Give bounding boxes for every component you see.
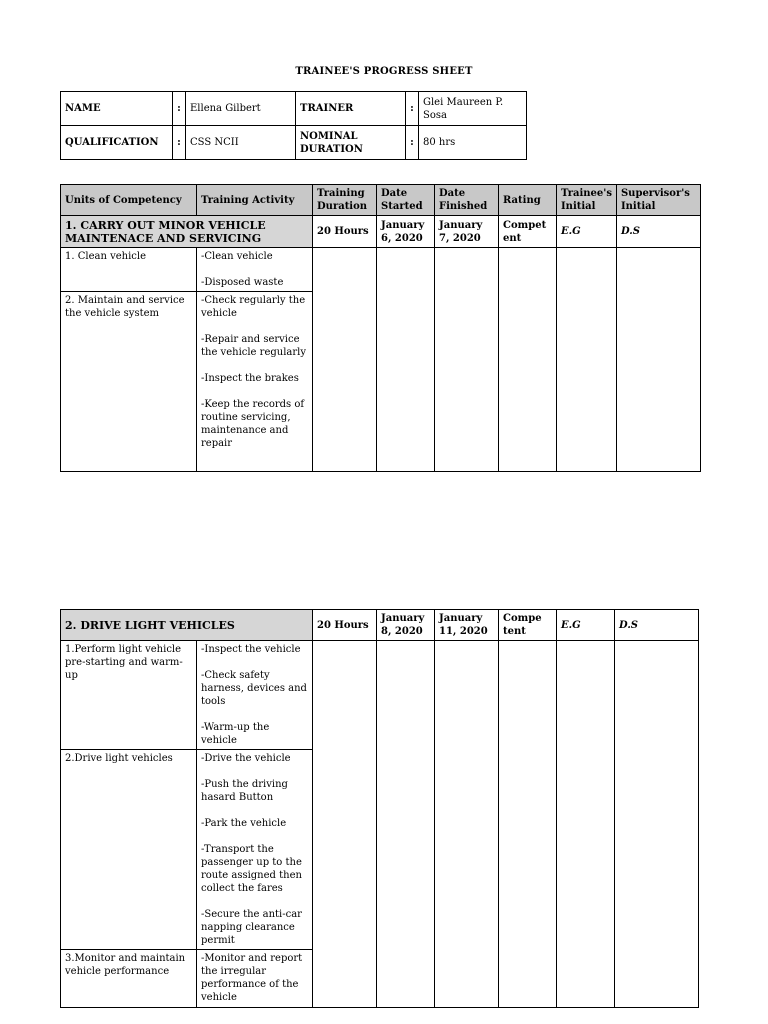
trainer-label: TRAINER bbox=[296, 92, 406, 126]
unit-date-started: January 8, 2020 bbox=[377, 610, 435, 641]
empty-cell bbox=[557, 641, 615, 1008]
activity-item: -Secure the anti-car napping clearance permit bbox=[201, 909, 302, 946]
unit-date-started: January 6, 2020 bbox=[377, 216, 435, 248]
empty-cell bbox=[313, 641, 377, 1008]
empty-cell bbox=[557, 248, 617, 472]
qualification-value: CSS NCII bbox=[186, 126, 296, 160]
activity-item: -Inspect the brakes bbox=[201, 373, 299, 384]
header-finished: Date Finished bbox=[435, 185, 499, 216]
header-trainee-initial: Trainee's Initial bbox=[557, 185, 617, 216]
activity-item: -Inspect the vehicle bbox=[201, 644, 301, 655]
header-rating: Rating bbox=[499, 185, 557, 216]
competency-cell: 3.Monitor and maintain vehicle performance bbox=[61, 950, 197, 1008]
competency-cell: 1. Clean vehicle bbox=[61, 248, 197, 292]
unit-rating: Compe tent bbox=[499, 610, 557, 641]
unit-rating: Compet ent bbox=[499, 216, 557, 248]
activity-item: -Repair and service the vehicle regularly bbox=[201, 334, 306, 358]
header-started: Date Started bbox=[377, 185, 435, 216]
empty-cell bbox=[615, 641, 699, 1008]
unit-duration: 20 Hours bbox=[313, 216, 377, 248]
activity-cell bbox=[197, 248, 313, 292]
unit-trainee-initial: E.G bbox=[557, 610, 615, 641]
unit-trainee-initial: E.G bbox=[557, 216, 617, 248]
unit-supervisor-initial: D.S bbox=[616, 216, 700, 248]
competency-cell: 2. Maintain and service the vehicle system bbox=[61, 292, 197, 472]
activity-item: -Disposed waste bbox=[201, 277, 284, 288]
duration-label: NOMINAL DURATION bbox=[296, 126, 406, 160]
name-label: NAME bbox=[61, 92, 173, 126]
activity-item: -Warm-up the vehicle bbox=[201, 722, 270, 746]
activity-item: -Clean vehicle bbox=[201, 251, 273, 262]
header-supervisor-initial: Supervisor's Initial bbox=[616, 185, 700, 216]
activity-cell bbox=[197, 750, 313, 950]
unit-title: 1. CARRY OUT MINOR VEHICLE MAINTENACE AND SERVICING bbox=[61, 216, 313, 248]
empty-cell bbox=[377, 248, 435, 472]
empty-cell bbox=[435, 641, 499, 1008]
activity-cell bbox=[197, 950, 313, 1008]
name-value: Ellena Gilbert bbox=[186, 92, 296, 126]
header-activity: Training Activity bbox=[197, 185, 313, 216]
activity-item: -Park the vehicle bbox=[201, 818, 287, 829]
activity-cell bbox=[197, 292, 313, 472]
unit-supervisor-initial: D.S bbox=[615, 610, 699, 641]
unit-title: 2. DRIVE LIGHT VEHICLES bbox=[61, 610, 313, 641]
qualification-label: QUALIFICATION bbox=[61, 126, 173, 160]
activity-item: -Keep the records of routine servicing, maintenance and repair bbox=[201, 399, 305, 449]
unit-date-finished: January 11, 2020 bbox=[435, 610, 499, 641]
duration-value: 80 hrs bbox=[419, 126, 527, 160]
trainee-info-table bbox=[60, 91, 527, 160]
competency-cell: 2.Drive light vehicles bbox=[61, 750, 197, 950]
progress-table-unit-2 bbox=[60, 609, 699, 1008]
activity-item: -Check regularly the vehicle bbox=[201, 295, 306, 319]
empty-cell bbox=[616, 248, 700, 472]
progress-table-unit-1 bbox=[60, 184, 701, 472]
activity-item: -Check safety harness, devices and tools bbox=[201, 670, 307, 707]
colon: : bbox=[406, 92, 419, 126]
trainer-value: Glei Maureen P. Sosa bbox=[419, 92, 527, 126]
activity-item: -Drive the vehicle bbox=[201, 753, 291, 764]
empty-cell bbox=[499, 248, 557, 472]
page-title: TRAINEE'S PROGRESS SHEET bbox=[295, 66, 473, 77]
header-units: Units of Competency bbox=[61, 185, 197, 216]
activity-item: -Transport the passenger up to the route assigned then collect the fares bbox=[201, 844, 302, 894]
competency-cell: 1.Perform light vehicle pre-starting and warm-up bbox=[61, 641, 197, 750]
activity-item: -Monitor and report the irregular performance of the vehicle bbox=[201, 953, 303, 1003]
empty-cell bbox=[435, 248, 499, 472]
colon: : bbox=[173, 92, 186, 126]
activity-cell bbox=[197, 641, 313, 750]
unit-date-finished: January 7, 2020 bbox=[435, 216, 499, 248]
header-duration: Training Duration bbox=[313, 185, 377, 216]
colon: : bbox=[406, 126, 419, 160]
empty-cell bbox=[313, 248, 377, 472]
colon: : bbox=[173, 126, 186, 160]
activity-item: -Push the driving hasard Button bbox=[201, 779, 288, 803]
empty-cell bbox=[499, 641, 557, 1008]
empty-cell bbox=[377, 641, 435, 1008]
unit-duration: 20 Hours bbox=[313, 610, 377, 641]
